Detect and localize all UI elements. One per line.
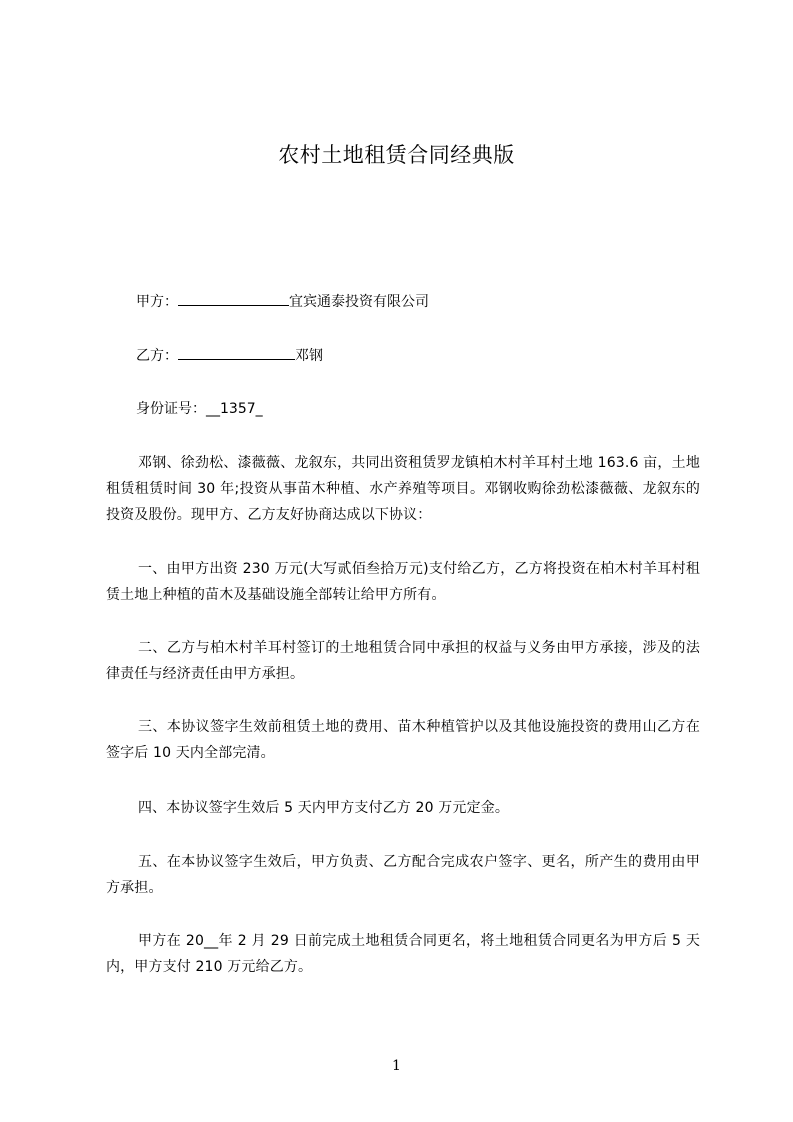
id-number-value: __1357_ <box>206 401 263 417</box>
party-a-line <box>136 291 429 312</box>
party-b-value: 邓钢 <box>295 348 323 364</box>
id-number-line <box>136 399 263 419</box>
party-a-value: 宜宾通泰投资有限公司 <box>289 294 429 310</box>
paragraph-clause-4: 四、本协议签字生效后 5 天内甲方支付乙方 20 万元定金。 <box>138 800 510 816</box>
id-number-label: 身份证号： <box>136 401 206 417</box>
paragraph-intro: 邓钢、徐劲松、漆薇薇、龙叙东，共同出资租赁罗龙镇柏木村羊耳村土地 163.6 亩，土地租赁租赁时间 30 年;投资从事苗木种植、水产养殖等项目。邓钢收购徐劲松漆薇薇、龙叙东的投资及股份。现甲方、乙方友好协商达成以下协议： <box>106 455 700 523</box>
party-a-label: 甲方： <box>136 294 178 310</box>
party-a-blank-line <box>178 291 289 306</box>
party-b-blank-line <box>178 345 295 360</box>
document-title: 农村土地租赁合同经典版 <box>278 143 515 167</box>
party-b-line <box>136 345 323 366</box>
paragraph-clause-1: 一、由甲方出资 230 万元(大写贰佰叁拾万元)支付给乙方，乙方将投资在柏木村羊耳村租赁土地上种植的苗木及基础设施全部转让给甲方所有。 <box>106 561 700 603</box>
paragraph-clause-2: 二、乙方与柏木村羊耳村签订的土地租赁合同中承担的权益与义务由甲方承接，涉及的法律责任与经济责任由甲方承担。 <box>106 640 700 682</box>
page-number: 1 <box>392 1058 401 1074</box>
paragraph-clause-6: 甲方在 20__年 2 月 29 日前完成土地租赁合同更名，将土地租赁合同更名为甲方后 5 天内，甲方支付 210 万元给乙方。 <box>106 933 700 975</box>
paragraph-clause-5: 五、在本协议签字生效后，甲方负责、乙方配合完成农户签字、更名，所产生的费用由甲方承担。 <box>106 854 700 896</box>
party-b-label: 乙方： <box>136 348 178 364</box>
paragraph-clause-3: 三、本协议签字生效前租赁土地的费用、苗木种植管护以及其他设施投资的费用山乙方在签字后 10 天内全部完清。 <box>106 719 700 761</box>
